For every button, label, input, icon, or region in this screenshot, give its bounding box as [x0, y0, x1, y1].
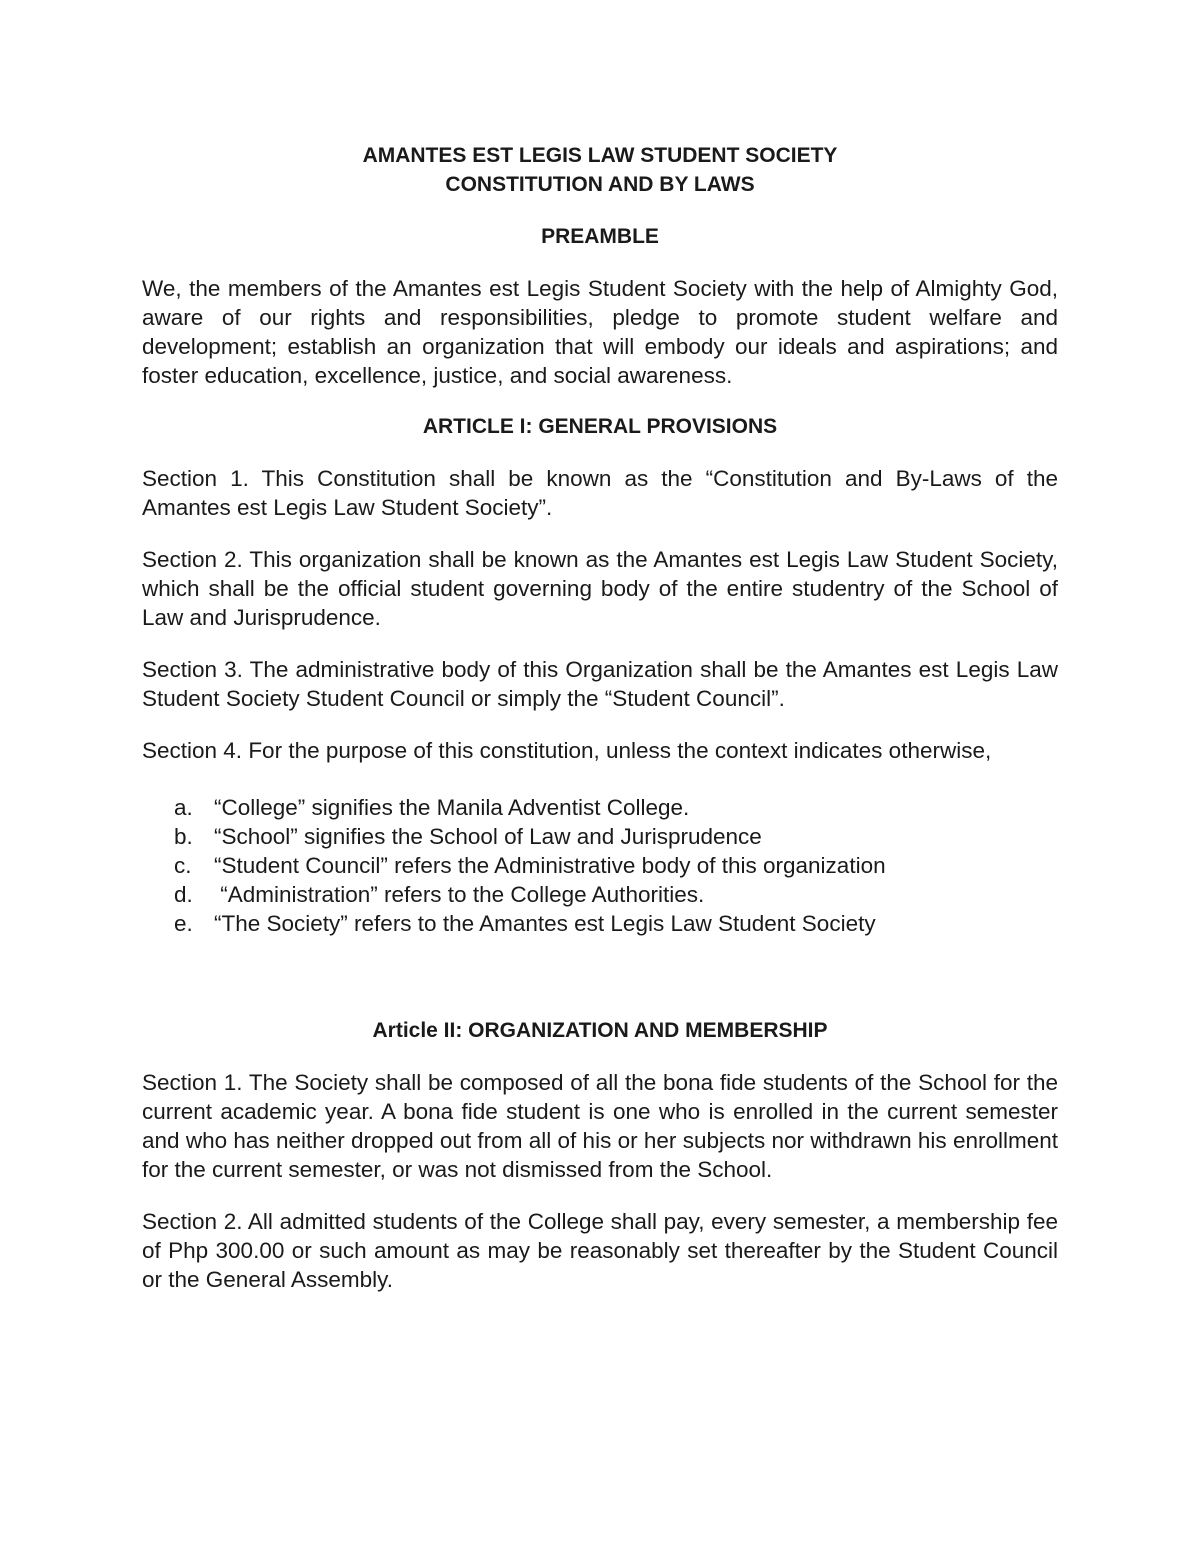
list-item: [174, 880, 1058, 909]
article-1-section-3: Section 3. The administrative body of this Organization shall be the Amantes est Legis Law Student Society Student Council or simply the “Student Council”.: [142, 657, 1058, 711]
list-item: [174, 793, 1058, 822]
definition-text: “Student Council” refers the Administrative body of this organization: [214, 853, 886, 878]
article-1-section-1: Section 1. This Constitution shall be known as the “Constitution and By-Laws of the Amantes est Legis Law Student Society”.: [142, 466, 1058, 520]
definition-text: “School” signifies the School of Law and Jurisprudence: [214, 824, 762, 849]
list-marker: b.: [174, 824, 193, 849]
article-2-section-2: Section 2. All admitted students of the College shall pay, every semester, a membership fee of Php 300.00 or such amount as may be reasonably set thereafter by the Student Council or the General Assembly.: [142, 1209, 1058, 1292]
list-item: [174, 851, 1058, 880]
definition-text: “Administration” refers to the College Authorities.: [214, 882, 705, 907]
document-title-line-1: AMANTES EST LEGIS LAW STUDENT SOCIETY: [362, 144, 838, 167]
document-page: [142, 141, 1058, 1294]
article-1-section-4: Section 4. For the purpose of this constitution, unless the context indicates otherwise,: [142, 738, 992, 763]
list-marker: e.: [174, 911, 193, 936]
preamble-text: We, the members of the Amantes est Legis Student Society with the help of Almighty God, aware of our rights and responsibilities, pledge to promote student welfare and development; establish an organization that will embody our ideals and aspirations; and foster education, excellence, justice, and social awareness.: [142, 276, 1058, 388]
article-1-heading: ARTICLE I: GENERAL PROVISIONS: [422, 415, 778, 438]
document-title-line-2: CONSTITUTION AND BY LAWS: [445, 173, 755, 196]
list-item: [174, 822, 1058, 851]
preamble-heading: PREAMBLE: [541, 225, 659, 248]
list-marker: c.: [174, 853, 192, 878]
article-2-heading: Article II: ORGANIZATION AND MEMBERSHIP: [372, 1019, 828, 1042]
definition-text: “College” signifies the Manila Adventist College.: [214, 795, 690, 820]
article-2-section-1: Section 1. The Society shall be composed of all the bona fide students of the School for the current academic year. A bona fide student is one who is enrolled in the current semester and who has neither dropped out from all of his or her subjects nor withdrawn his enrollment for the current semester, or was not dismissed from the School.: [142, 1070, 1058, 1182]
definitions-list: [142, 793, 1058, 938]
list-item: [174, 909, 1058, 938]
list-marker: a.: [174, 795, 193, 820]
list-marker: d.: [174, 882, 193, 907]
definition-text: “The Society” refers to the Amantes est Legis Law Student Society: [214, 911, 876, 936]
article-1-section-2: Section 2. This organization shall be known as the Amantes est Legis Law Student Society, which shall be the official student governing body of the entire studentry of the School of Law and Jurisprudence.: [142, 547, 1058, 630]
